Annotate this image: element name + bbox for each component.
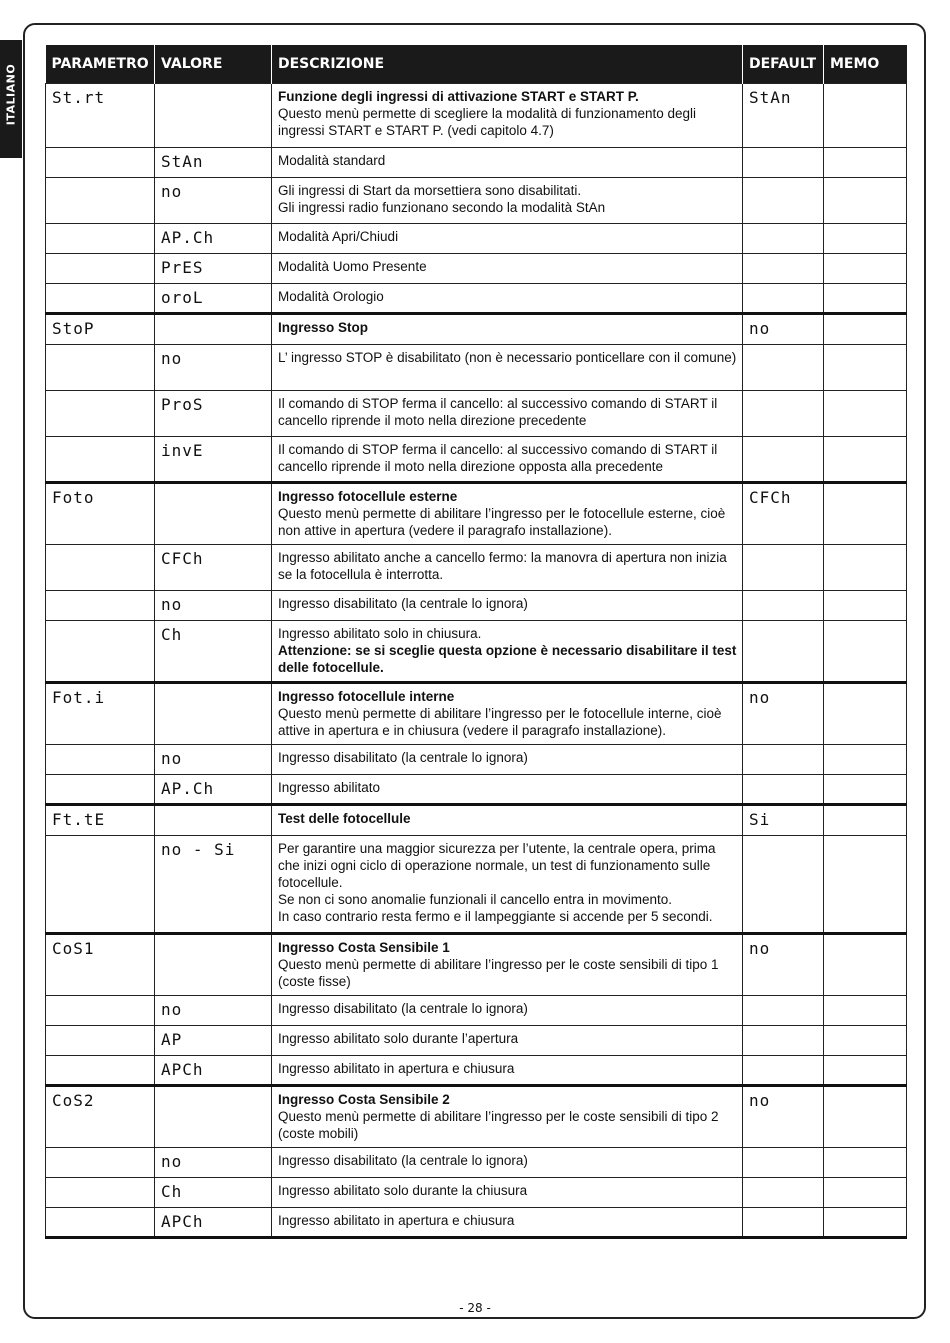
- table-row: [46, 775, 907, 805]
- description-line: Il comando di STOP ferma il cancello: al successivo comando di START il cancello riprende il moto nella direzione opposta alla precedente: [278, 442, 718, 474]
- description-title: Ingresso fotocellule interne: [278, 689, 455, 704]
- param-code: CoS1: [52, 939, 95, 958]
- description-line: Ingresso disabilitato (la centrale lo ignora): [278, 596, 528, 611]
- param-cell: [46, 345, 155, 391]
- memo-cell: [824, 84, 907, 148]
- description-cell: [272, 391, 743, 437]
- description-cell: [272, 437, 743, 483]
- default-cell: [743, 934, 824, 996]
- default-cell: [743, 1148, 824, 1178]
- memo-cell: [824, 934, 907, 996]
- default-cell: [743, 683, 824, 745]
- memo-cell: [824, 345, 907, 391]
- header-desc: DESCRIZIONE: [272, 45, 743, 84]
- param-cell: [46, 1056, 155, 1086]
- param-cell: [46, 996, 155, 1026]
- table-row: [46, 254, 907, 284]
- value-cell: [155, 437, 272, 483]
- memo-cell: [824, 775, 907, 805]
- value-code: PrES: [161, 258, 204, 277]
- description-line: Ingresso abilitato: [278, 780, 381, 795]
- table-row: [46, 805, 907, 836]
- description-title: Funzione degli ingressi di attivazione START e START P.: [278, 89, 639, 104]
- description-line: Modalità standard: [278, 153, 386, 168]
- param-cell: [46, 391, 155, 437]
- description-title: Test delle fotocellule: [278, 811, 411, 826]
- description-cell: [272, 934, 743, 996]
- description-line: Questo menù permette di scegliere la modalità di funzionamento degli ingressi START e START P. (vedi capitolo 4.7): [278, 106, 696, 138]
- description-cell: [272, 1026, 743, 1056]
- default-cell: [743, 1208, 824, 1238]
- value-cell: [155, 483, 272, 545]
- description-cell: [272, 224, 743, 254]
- memo-cell: [824, 836, 907, 934]
- default-cell: [743, 284, 824, 314]
- memo-cell: [824, 224, 907, 254]
- memo-cell: [824, 621, 907, 683]
- value-code: AP: [161, 1030, 183, 1049]
- default-cell: [743, 437, 824, 483]
- description-line: Il comando di STOP ferma il cancello: al successivo comando di START il cancello riprende il moto nella direzione precedente: [278, 396, 718, 428]
- description-cell: [272, 683, 743, 745]
- value-cell: [155, 1086, 272, 1148]
- memo-cell: [824, 437, 907, 483]
- value-code: no: [161, 1000, 183, 1019]
- table-row: [46, 1148, 907, 1178]
- value-cell: [155, 178, 272, 224]
- table-row: [46, 483, 907, 545]
- header-memo: MEMO: [824, 45, 907, 84]
- description-line: Ingresso disabilitato (la centrale lo ignora): [278, 1153, 528, 1168]
- description-line: Ingresso disabilitato (la centrale lo ignora): [278, 750, 528, 765]
- default-cell: [743, 391, 824, 437]
- table-row: [46, 836, 907, 934]
- param-cell: [46, 775, 155, 805]
- param-cell: [46, 437, 155, 483]
- param-cell: [46, 148, 155, 178]
- value-cell: [155, 683, 272, 745]
- value-code: APCh: [161, 1060, 204, 1079]
- param-cell: [46, 483, 155, 545]
- value-code: no: [161, 1152, 183, 1171]
- header-default: DEFAULT: [743, 45, 824, 84]
- param-cell: [46, 1178, 155, 1208]
- param-cell: [46, 621, 155, 683]
- warning-note: Attenzione: se si sceglie questa opzione è necessario disabilitare il test delle fotocellule.: [278, 643, 737, 675]
- table-row: [46, 284, 907, 314]
- table-row: [46, 621, 907, 683]
- description-cell: [272, 84, 743, 148]
- table-row: [46, 996, 907, 1026]
- value-cell: [155, 314, 272, 345]
- value-code: StAn: [161, 152, 204, 171]
- default-value: no: [749, 939, 771, 958]
- param-cell: [46, 1208, 155, 1238]
- table-row: [46, 84, 907, 148]
- description-title: Ingresso Costa Sensibile 1: [278, 940, 450, 955]
- default-cell: [743, 591, 824, 621]
- description-line: Ingresso abilitato in apertura e chiusura: [278, 1061, 515, 1076]
- description-cell: [272, 996, 743, 1026]
- table-row: [46, 745, 907, 775]
- table-row: [46, 545, 907, 591]
- value-code: no: [161, 595, 183, 614]
- memo-cell: [824, 254, 907, 284]
- description-line: Ingresso abilitato solo durante l’apertura: [278, 1031, 519, 1046]
- value-cell: [155, 224, 272, 254]
- description-line: Gli ingressi di Start da morsettiera sono disabilitati.: [278, 183, 582, 198]
- param-cell: [46, 745, 155, 775]
- default-cell: [743, 345, 824, 391]
- value-cell: [155, 1056, 272, 1086]
- default-value: StAn: [749, 88, 792, 107]
- default-cell: [743, 1026, 824, 1056]
- value-cell: [155, 775, 272, 805]
- description-cell: [272, 1056, 743, 1086]
- description-line: Questo menù permette di abilitare l’ingresso per le fotocellule interne, cioè attive in apertura e in chiusura (vedere il paragrafo installazione).: [278, 706, 722, 738]
- table-row: [46, 1178, 907, 1208]
- description-cell: [272, 314, 743, 345]
- memo-cell: [824, 148, 907, 178]
- default-cell: [743, 745, 824, 775]
- default-cell: [743, 314, 824, 345]
- default-cell: [743, 483, 824, 545]
- table-row: [46, 1086, 907, 1148]
- table-row: [46, 934, 907, 996]
- language-tab-label: ITALIANO: [4, 63, 18, 126]
- memo-cell: [824, 391, 907, 437]
- description-line: Questo menù permette di abilitare l’ingresso per le coste sensibili di tipo 2 (coste mobili): [278, 1109, 719, 1141]
- value-code: no: [161, 182, 183, 201]
- param-cell: [46, 1026, 155, 1056]
- description-line: Modalità Uomo Presente: [278, 259, 427, 274]
- value-code: no - Si: [161, 840, 236, 859]
- default-cell: [743, 1178, 824, 1208]
- default-cell: [743, 84, 824, 148]
- memo-cell: [824, 745, 907, 775]
- description-cell: [272, 1208, 743, 1238]
- default-cell: [743, 996, 824, 1026]
- memo-cell: [824, 1026, 907, 1056]
- param-code: Fot.i: [52, 688, 106, 707]
- value-cell: [155, 545, 272, 591]
- value-cell: [155, 254, 272, 284]
- param-code: St.rt: [52, 88, 106, 107]
- parameter-table: [45, 45, 907, 1239]
- param-cell: [46, 314, 155, 345]
- table-row: [46, 391, 907, 437]
- value-cell: [155, 1148, 272, 1178]
- value-cell: [155, 591, 272, 621]
- table-row: [46, 178, 907, 224]
- param-cell: [46, 224, 155, 254]
- default-cell: [743, 1056, 824, 1086]
- description-cell: [272, 545, 743, 591]
- table-row: [46, 1208, 907, 1238]
- param-cell: [46, 591, 155, 621]
- table-row: [46, 437, 907, 483]
- table-row: [46, 1026, 907, 1056]
- value-cell: [155, 84, 272, 148]
- value-cell: [155, 805, 272, 836]
- value-cell: [155, 1026, 272, 1056]
- description-line: Ingresso disabilitato (la centrale lo ignora): [278, 1001, 528, 1016]
- memo-cell: [824, 805, 907, 836]
- default-cell: [743, 805, 824, 836]
- description-line: Ingresso abilitato solo durante la chiusura: [278, 1183, 528, 1198]
- value-cell: [155, 836, 272, 934]
- description-title: Ingresso fotocellule esterne: [278, 489, 458, 504]
- default-cell: [743, 254, 824, 284]
- param-cell: [46, 934, 155, 996]
- description-cell: [272, 1086, 743, 1148]
- description-cell: [272, 178, 743, 224]
- default-cell: [743, 545, 824, 591]
- table-row: [46, 591, 907, 621]
- description-line: Ingresso abilitato anche a cancello fermo: la manovra di apertura non inizia se la fotocellula è interrotta.: [278, 550, 727, 582]
- value-code: no: [161, 349, 183, 368]
- value-code: AP.Ch: [161, 779, 215, 798]
- default-cell: [743, 148, 824, 178]
- param-code: CoS2: [52, 1091, 95, 1110]
- description-cell: [272, 591, 743, 621]
- description-line: L’ ingresso STOP è disabilitato (non è necessario ponticellare con il comune): [278, 350, 737, 365]
- param-code: Ft.tE: [52, 810, 106, 829]
- default-value: no: [749, 1091, 771, 1110]
- description-cell: [272, 1148, 743, 1178]
- value-code: Ch: [161, 1182, 183, 1201]
- param-code: Foto: [52, 488, 95, 507]
- value-code: no: [161, 749, 183, 768]
- value-cell: [155, 934, 272, 996]
- description-cell: [272, 775, 743, 805]
- memo-cell: [824, 314, 907, 345]
- description-line: Modalità Orologio: [278, 289, 384, 304]
- header-value: VALORE: [155, 45, 272, 84]
- description-cell: [272, 805, 743, 836]
- description-cell: [272, 284, 743, 314]
- value-cell: [155, 1178, 272, 1208]
- description-title: Ingresso Stop: [278, 320, 369, 335]
- value-cell: [155, 621, 272, 683]
- value-code: APCh: [161, 1212, 204, 1231]
- value-code: AP.Ch: [161, 228, 215, 247]
- description-line: Per garantire una maggior sicurezza per l’utente, la centrale opera, prima che inizi ogni ciclo di operazione normale, un test di funzionamento sulle fotocellule.: [278, 841, 716, 890]
- default-cell: [743, 224, 824, 254]
- memo-cell: [824, 1208, 907, 1238]
- description-cell: [272, 621, 743, 683]
- param-cell: [46, 683, 155, 745]
- table-row: [46, 345, 907, 391]
- description-line: Ingresso abilitato solo in chiusura.: [278, 626, 482, 641]
- param-cell: [46, 284, 155, 314]
- memo-cell: [824, 545, 907, 591]
- table-header-row: [46, 45, 907, 84]
- param-cell: [46, 1086, 155, 1148]
- language-tab: [0, 40, 22, 158]
- description-cell: [272, 148, 743, 178]
- memo-cell: [824, 1178, 907, 1208]
- memo-cell: [824, 591, 907, 621]
- memo-cell: [824, 1148, 907, 1178]
- table-body: [46, 84, 907, 1238]
- description-cell: [272, 745, 743, 775]
- description-cell: [272, 345, 743, 391]
- param-cell: [46, 545, 155, 591]
- default-value: no: [749, 319, 771, 338]
- value-code: CFCh: [161, 549, 204, 568]
- table-row: [46, 683, 907, 745]
- memo-cell: [824, 1056, 907, 1086]
- default-cell: [743, 836, 824, 934]
- memo-cell: [824, 284, 907, 314]
- description-line: In caso contrario resta fermo e il lampeggiante si accende per 5 secondi.: [278, 909, 713, 924]
- description-line: Se non ci sono anomalie funzionali il cancello entra in movimento.: [278, 892, 672, 907]
- value-cell: [155, 996, 272, 1026]
- table-row: [46, 314, 907, 345]
- description-line: Questo menù permette di abilitare l’ingresso per le coste sensibili di tipo 1 (coste fisse): [278, 957, 719, 989]
- description-line: Questo menù permette di abilitare l’ingresso per le fotocellule esterne, cioè non attive in apertura (vedere il paragrafo installazione).: [278, 506, 726, 538]
- memo-cell: [824, 683, 907, 745]
- description-title: Ingresso Costa Sensibile 2: [278, 1092, 450, 1107]
- header-param: PARAMETRO: [46, 45, 155, 84]
- memo-cell: [824, 1086, 907, 1148]
- value-cell: [155, 345, 272, 391]
- param-cell: [46, 805, 155, 836]
- description-cell: [272, 254, 743, 284]
- description-line: Modalità Apri/Chiudi: [278, 229, 399, 244]
- memo-cell: [824, 996, 907, 1026]
- default-value: Si: [749, 810, 771, 829]
- memo-cell: [824, 483, 907, 545]
- value-cell: [155, 148, 272, 178]
- value-code: invE: [161, 441, 204, 460]
- description-cell: [272, 1178, 743, 1208]
- table-row: [46, 1056, 907, 1086]
- param-cell: [46, 254, 155, 284]
- param-code: StoP: [52, 319, 95, 338]
- default-cell: [743, 1086, 824, 1148]
- description-cell: [272, 483, 743, 545]
- default-cell: [743, 775, 824, 805]
- description-line: Gli ingressi radio funzionano secondo la modalità StAn: [278, 200, 606, 215]
- default-value: CFCh: [749, 488, 792, 507]
- default-value: no: [749, 688, 771, 707]
- value-cell: [155, 745, 272, 775]
- value-code: oroL: [161, 288, 204, 307]
- memo-cell: [824, 178, 907, 224]
- description-line: Ingresso abilitato in apertura e chiusura: [278, 1213, 515, 1228]
- param-cell: [46, 836, 155, 934]
- table-row: [46, 224, 907, 254]
- table-row: [46, 148, 907, 178]
- page-number: - 28 -: [459, 1301, 491, 1315]
- default-cell: [743, 178, 824, 224]
- param-cell: [46, 84, 155, 148]
- value-cell: [155, 1208, 272, 1238]
- value-cell: [155, 284, 272, 314]
- param-cell: [46, 178, 155, 224]
- default-cell: [743, 621, 824, 683]
- value-code: ProS: [161, 395, 204, 414]
- description-cell: [272, 836, 743, 934]
- value-cell: [155, 391, 272, 437]
- value-code: Ch: [161, 625, 183, 644]
- param-cell: [46, 1148, 155, 1178]
